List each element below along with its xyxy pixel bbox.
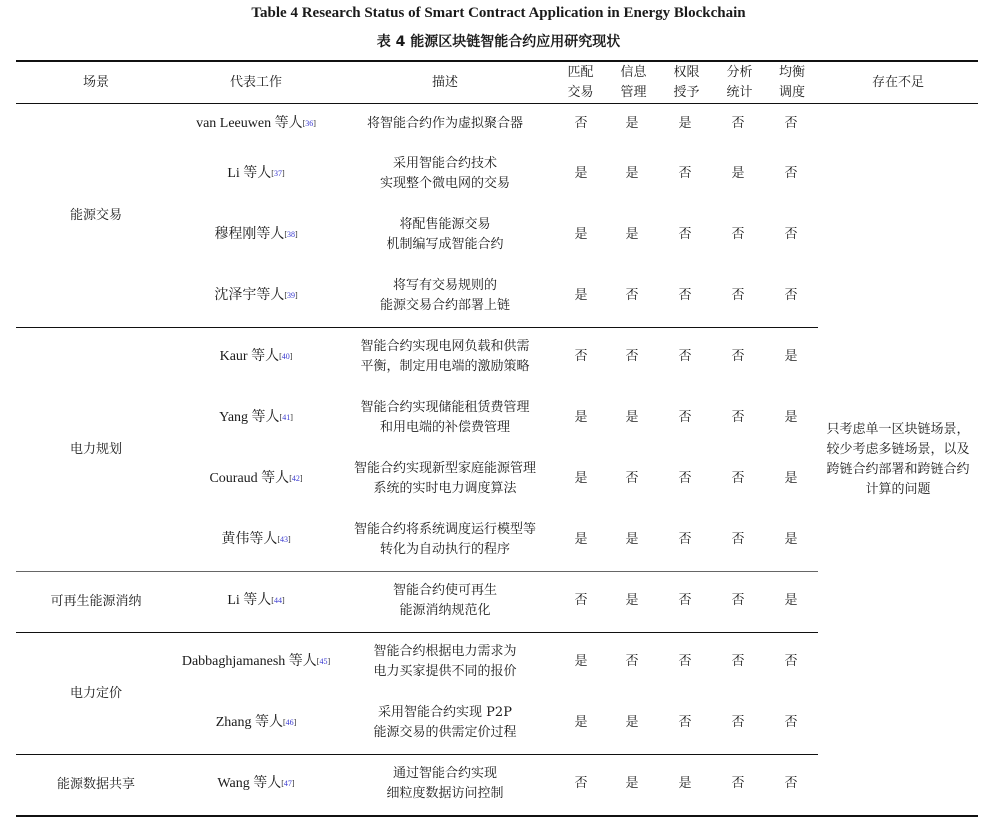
- yes-no-value: 否: [731, 471, 745, 486]
- yes-no-value: 是: [574, 471, 588, 486]
- table-row-description: [336, 641, 554, 683]
- author-name: 黄伟等人: [221, 532, 278, 547]
- table-row-description: [336, 336, 554, 378]
- deficiency-text: [818, 104, 978, 815]
- table-row-description: [336, 397, 554, 439]
- description-line: 采用智能合约实现 P2P: [378, 705, 512, 720]
- header-description: 描述: [431, 74, 458, 90]
- yes-no-value: 否: [678, 227, 692, 242]
- yes-no-value: 是: [625, 410, 639, 425]
- description-line: 能源消纳规范化: [399, 603, 491, 618]
- citation-link[interactable]: [42]: [289, 474, 303, 483]
- yes-no-value: 否: [678, 593, 692, 608]
- scene-power-planning: 电力规划: [69, 441, 122, 457]
- header-deficiency: 存在不足: [871, 74, 924, 90]
- description-line: 智能合约将系统调度运行模型等: [353, 522, 536, 537]
- yes-no-value: 否: [678, 349, 692, 364]
- table-row-author: [176, 520, 336, 560]
- table-row-description: [336, 763, 554, 805]
- header-line: 权限: [673, 64, 700, 80]
- table-row-author: [176, 154, 336, 194]
- yes-no-value: 否: [731, 288, 745, 303]
- deficiency-line: 只考虑单一区块链场景，: [826, 421, 970, 437]
- citation-link[interactable]: [37]: [271, 169, 285, 178]
- citation-link[interactable]: [43]: [277, 535, 291, 544]
- author-name: 沈泽宇等人: [214, 288, 285, 303]
- citation-link[interactable]: [40]: [279, 352, 293, 361]
- yes-no-value: 否: [574, 776, 588, 791]
- description-line: 能源交易的供需定价过程: [373, 725, 517, 740]
- yes-no-value: 是: [574, 410, 588, 425]
- yes-no-value: 是: [574, 166, 588, 181]
- table-row-author: [176, 398, 336, 438]
- header-line: 管理: [620, 84, 647, 100]
- table-row-description: [336, 580, 554, 622]
- table-row-description: [336, 103, 554, 145]
- citation-number[interactable]: 47: [283, 779, 292, 788]
- citation-link[interactable]: [41]: [279, 413, 293, 422]
- yes-no-value: 是: [784, 593, 798, 608]
- description-line: 细粒度数据访问控制: [386, 786, 504, 801]
- author-name: Li 等人: [227, 593, 272, 608]
- bottom-rule: [16, 815, 978, 817]
- deficiency-line: 较少考虑多链场景，以及: [826, 441, 970, 457]
- yes-no-value: 否: [731, 715, 745, 730]
- header-line: 分析: [726, 64, 753, 80]
- yes-no-value: 是: [625, 227, 639, 242]
- description-line: 通过智能合约实现: [392, 766, 497, 781]
- yes-no-value: 是: [625, 776, 639, 791]
- yes-no-value: 否: [574, 116, 588, 131]
- yes-no-value: 否: [731, 227, 745, 242]
- citation-link[interactable]: [38]: [284, 230, 298, 239]
- citation-number[interactable]: 38: [287, 230, 295, 239]
- author-name: Kaur 等人: [219, 349, 280, 364]
- yes-no-value: 否: [784, 288, 798, 303]
- description-line: 能源交易合约部署上链: [379, 298, 510, 313]
- yes-no-value: 否: [678, 471, 692, 486]
- description-line: 智能合约实现电网负载和供需: [360, 339, 530, 354]
- description-line: 智能合约实现储能租赁费管理: [360, 400, 530, 415]
- header-scene: 场景: [82, 74, 109, 90]
- yes-no-value: 是: [731, 166, 745, 181]
- table-caption-chinese: 表 4 能源区块链智能合约应用研究现状: [376, 34, 621, 50]
- header-info-mgmt: [607, 62, 660, 103]
- yes-no-value: 否: [731, 593, 745, 608]
- header-line: 调度: [778, 84, 805, 100]
- author-name: Wang 等人: [217, 776, 282, 791]
- yes-no-value: 否: [731, 776, 745, 791]
- scene-energy-trading: 能源交易: [69, 207, 122, 223]
- yes-no-value: 否: [731, 654, 745, 669]
- yes-no-value: 否: [678, 532, 692, 547]
- yes-no-value: 否: [625, 471, 639, 486]
- yes-no-value: 否: [678, 715, 692, 730]
- author-name: van Leeuwen 等人: [196, 116, 303, 131]
- table-row-author: [176, 703, 336, 743]
- description-line: 将智能合约作为虚拟聚合器: [366, 116, 523, 131]
- header-line: 授予: [673, 84, 700, 100]
- description-line: 将写有交易规则的: [392, 278, 497, 293]
- yes-no-value: 否: [784, 166, 798, 181]
- yes-no-value: 否: [574, 349, 588, 364]
- scene-energy-data-sharing: 能源数据共享: [56, 777, 135, 792]
- yes-no-value: 是: [574, 288, 588, 303]
- header-analysis: [713, 62, 766, 103]
- table-row-author: [176, 764, 336, 804]
- table-row-description: [336, 153, 554, 195]
- author-name: Dabbaghjamanesh 等人: [181, 654, 317, 669]
- citation-link[interactable]: [39]: [284, 291, 298, 300]
- yes-no-value: 是: [574, 654, 588, 669]
- yes-no-value: 是: [625, 715, 639, 730]
- yes-no-value: 是: [678, 776, 692, 791]
- description-line: 智能合约实现新型家庭能源管理: [353, 461, 536, 476]
- table-row-description: [336, 702, 554, 744]
- description-line: 转化为自动执行的程序: [379, 542, 510, 557]
- table-row-description: [336, 214, 554, 256]
- yes-no-value: 否: [678, 166, 692, 181]
- yes-no-value: 是: [625, 593, 639, 608]
- yes-no-value: 否: [784, 715, 798, 730]
- citation-link[interactable]: [47]: [281, 779, 295, 788]
- header-line: 交易: [567, 84, 594, 100]
- yes-no-value: 否: [784, 227, 798, 242]
- table-row-author: [176, 642, 336, 682]
- yes-no-value: 否: [625, 288, 639, 303]
- yes-no-value: 否: [678, 410, 692, 425]
- table-row-author: [176, 581, 336, 621]
- header-auth: [660, 62, 713, 103]
- header-line: 均衡: [778, 64, 805, 80]
- yes-no-value: 是: [784, 532, 798, 547]
- yes-no-value: 否: [678, 654, 692, 669]
- yes-no-value: 是: [574, 715, 588, 730]
- yes-no-value: 否: [678, 288, 692, 303]
- citation-link[interactable]: [45]: [316, 657, 331, 666]
- description-line: 将配售能源交易: [399, 217, 491, 232]
- table-row-description: [336, 519, 554, 561]
- citation-number[interactable]: 44: [273, 596, 282, 605]
- citation-number[interactable]: 41: [282, 413, 291, 422]
- description-line: 系统的实时电力调度算法: [373, 481, 517, 496]
- citation-link[interactable]: [44]: [271, 596, 285, 605]
- yes-no-value: 是: [574, 532, 588, 547]
- table-row-description: [336, 275, 554, 317]
- deficiency-line: 跨链合约部署和跨链合约: [826, 461, 970, 477]
- description-line: 电力买家提供不同的报价: [373, 664, 517, 679]
- description-line: 智能合约使可再生: [392, 583, 497, 598]
- description-line: 实现整个微电网的交易: [379, 176, 510, 191]
- scene-power-pricing: 电力定价: [69, 685, 122, 701]
- description-line: 采用智能合约技术: [392, 156, 497, 171]
- citation-number[interactable]: 40: [281, 352, 290, 361]
- citation-number[interactable]: 36: [305, 119, 314, 128]
- table-row-author: [176, 276, 336, 316]
- yes-no-value: 是: [784, 410, 798, 425]
- yes-no-value: 否: [731, 532, 745, 547]
- header-line: 匹配: [567, 64, 594, 80]
- citation-number[interactable]: 42: [291, 474, 300, 483]
- yes-no-value: 否: [784, 776, 798, 791]
- header-work: 代表工作: [229, 74, 282, 90]
- table-caption-english: Table 4 Research Status of Smart Contract Application in Energy Blockchain: [251, 5, 746, 21]
- description-line: 和用电端的补偿费管理: [379, 420, 510, 435]
- yes-no-value: 是: [625, 116, 639, 131]
- yes-no-value: 是: [784, 471, 798, 486]
- yes-no-value: 是: [678, 116, 692, 131]
- yes-no-value: 否: [731, 116, 745, 131]
- description-line: 机制编写成智能合约: [386, 237, 504, 252]
- yes-no-value: 否: [731, 410, 745, 425]
- yes-no-value: 否: [784, 654, 798, 669]
- author-name: Yang 等人: [219, 410, 280, 425]
- citation-number[interactable]: 39: [287, 291, 295, 300]
- citation-number[interactable]: 37: [273, 169, 282, 178]
- yes-no-value: 是: [625, 532, 639, 547]
- yes-no-value: 是: [625, 166, 639, 181]
- citation-number[interactable]: 43: [280, 535, 288, 544]
- header-balance: [766, 62, 818, 103]
- table-row-author: [176, 215, 336, 255]
- deficiency-line: 计算的问题: [865, 481, 931, 497]
- yes-no-value: 否: [625, 654, 639, 669]
- author-name: Li 等人: [227, 166, 272, 181]
- table-row-author: [176, 459, 336, 499]
- yes-no-value: 是: [574, 227, 588, 242]
- yes-no-value: 否: [625, 349, 639, 364]
- table-row-description: [336, 458, 554, 500]
- description-line: 智能合约根据电力需求为: [373, 644, 517, 659]
- yes-no-value: 否: [784, 116, 798, 131]
- yes-no-value: 否: [731, 349, 745, 364]
- yes-no-value: 是: [784, 349, 798, 364]
- citation-number[interactable]: 46: [285, 718, 294, 727]
- author-name: Couraud 等人: [209, 471, 290, 486]
- author-name: 穆程刚等人: [214, 227, 285, 242]
- header-match-trade: [554, 62, 607, 103]
- header-line: 统计: [726, 84, 753, 100]
- citation-link[interactable]: [46]: [282, 718, 297, 727]
- citation-number[interactable]: 45: [319, 657, 328, 666]
- citation-link[interactable]: [36]: [302, 119, 316, 128]
- author-name: Zhang 等人: [215, 715, 283, 730]
- scene-renewable-consumption: 可再生能源消纳: [50, 594, 142, 609]
- description-line: 平衡，制定用电端的激励策略: [360, 359, 530, 374]
- yes-no-value: 否: [574, 593, 588, 608]
- table-row-author: [176, 104, 336, 144]
- table-row-author: [176, 337, 336, 377]
- header-line: 信息: [620, 64, 647, 80]
